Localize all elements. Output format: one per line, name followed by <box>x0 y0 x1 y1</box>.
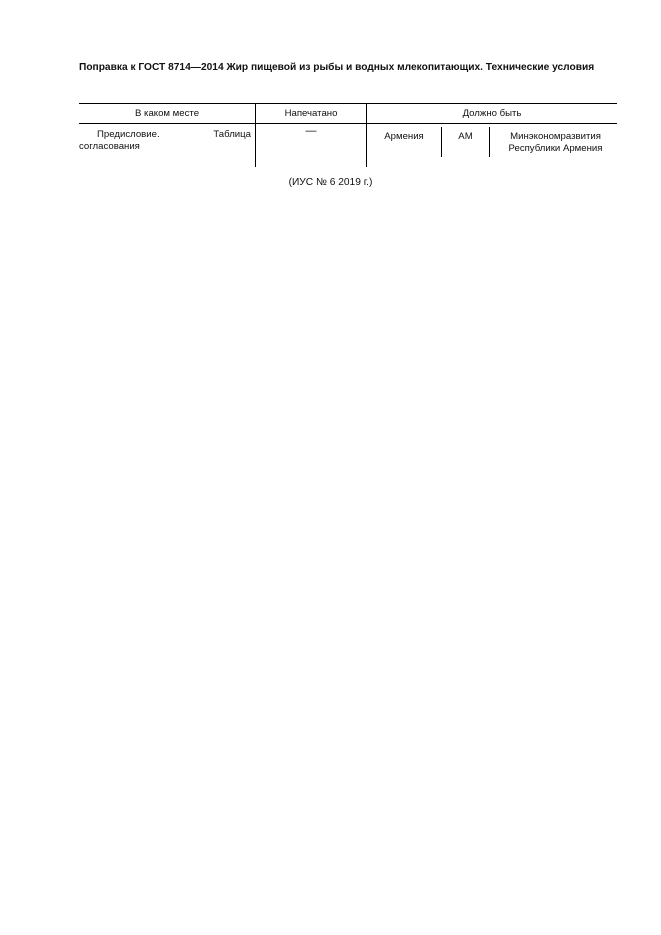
header-place: В каком месте <box>79 104 256 124</box>
header-should-be: Должно быть <box>367 104 618 124</box>
document-footer-reference: (ИУС № 6 2019 г.) <box>288 177 373 188</box>
table-header-row <box>79 104 617 124</box>
cell-place: Предисловие. Таблица согласования <box>79 129 251 152</box>
cell-should-be <box>367 124 618 168</box>
header-printed: Напечатано <box>256 104 367 124</box>
cell-organization <box>490 127 617 157</box>
amendment-table <box>79 103 617 167</box>
organization-line-2: Республики Армения <box>508 143 603 154</box>
table-row <box>79 124 617 168</box>
cell-country: Армения <box>384 131 424 142</box>
should-be-group <box>367 127 617 157</box>
document-title: Поправка к ГОСТ 8714—2014 Жир пищевой из рыбы и водных млекопитающих. Технические условия <box>79 62 595 73</box>
cell-country-code: AM <box>441 127 490 157</box>
organization-line-1: Минэкономразвития <box>510 131 601 142</box>
cell-printed: — <box>256 124 367 168</box>
